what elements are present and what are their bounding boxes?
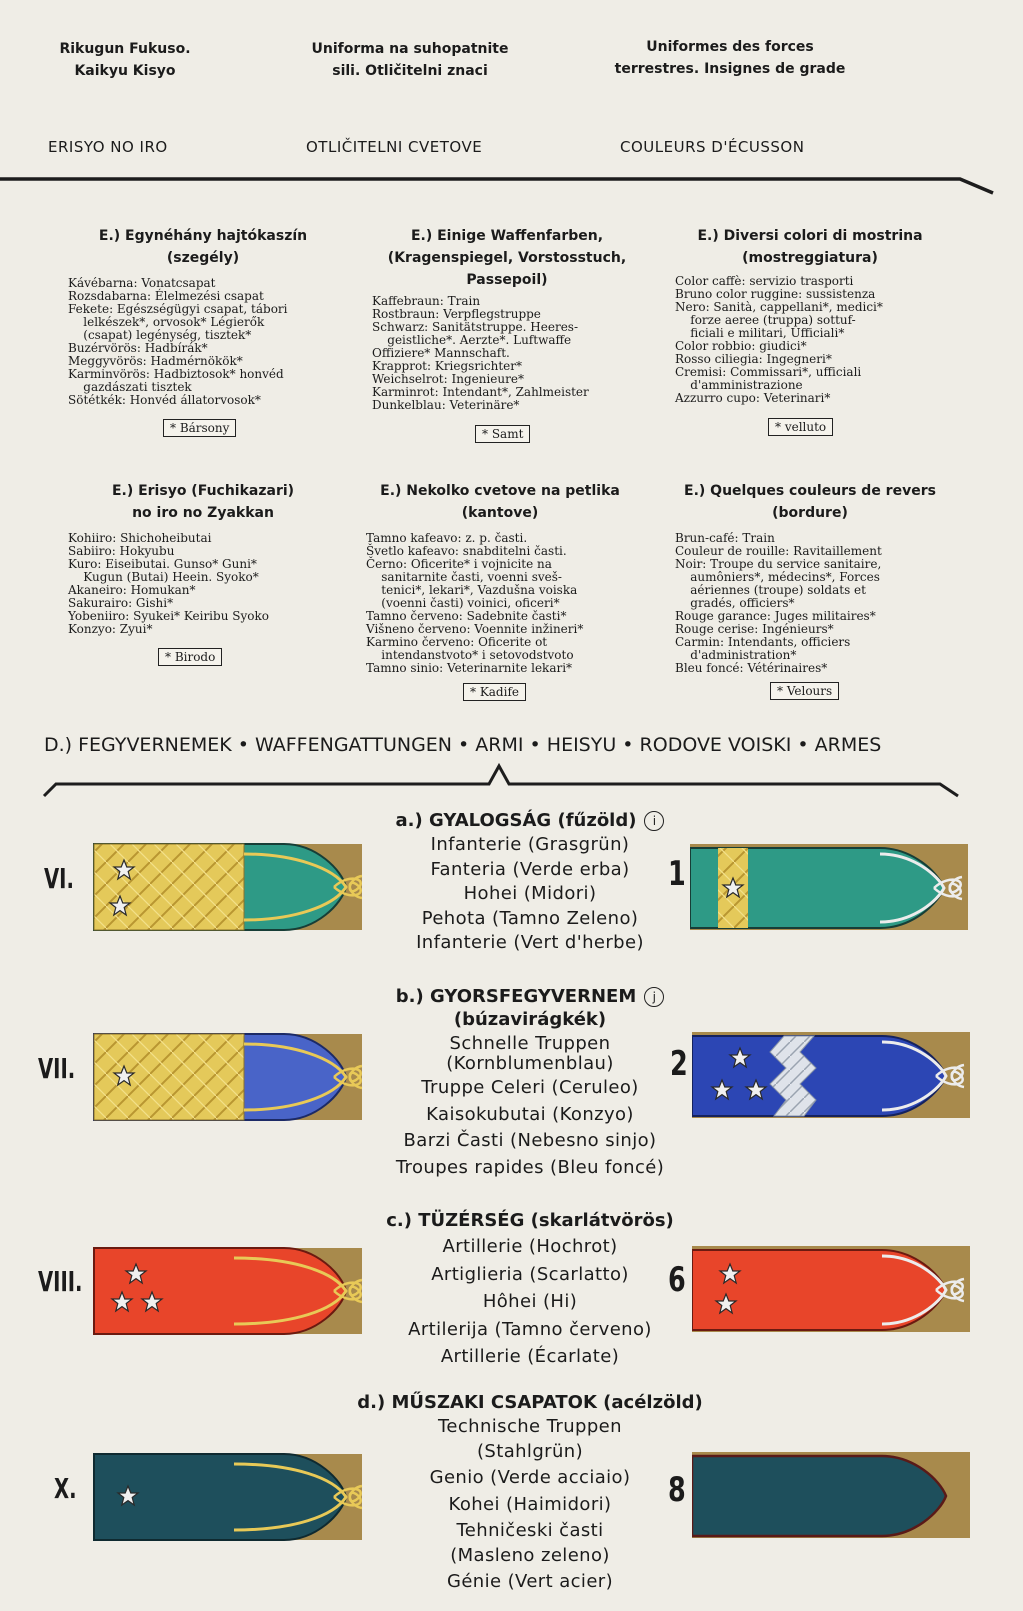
block-line: Tamno červeno: Sadebnite časti*	[366, 609, 567, 623]
header-col3-line1: Uniformes des forces	[646, 39, 814, 55]
tag-velluto: * velluto	[768, 418, 833, 436]
header-col2-line2: sili. Otličitelni znaci	[332, 63, 488, 79]
block-german	[372, 225, 642, 412]
block-line: Color caffè: servizio trasporti	[675, 274, 854, 288]
branch-title-text: a.) GYALOGSÁG (fűzöld)	[395, 810, 637, 831]
branch-line: Artilerija (Tamno červeno)	[408, 1318, 652, 1340]
block-title-line: (Kragenspiegel, Vorstosstuch,	[387, 250, 627, 266]
block-line: gradés, officiers*	[675, 596, 795, 610]
branch-infantry-text	[360, 810, 700, 956]
block-body	[675, 275, 945, 405]
block-line: Offiziere* Mannschaft.	[372, 346, 510, 360]
branch-line: Genio (Verde acciaio)	[429, 1467, 631, 1488]
block-title-line: (szegély)	[166, 250, 240, 266]
branch-title	[360, 986, 700, 1007]
block-line: Azzurro cupo: Veterinari*	[675, 391, 831, 405]
block-line: sanitarnite časti, voenni sveš-	[366, 570, 562, 584]
header-divider	[0, 165, 1023, 195]
block-line: Karmino červeno: Oficerite ot	[366, 635, 548, 649]
section-d-divider	[0, 760, 1023, 810]
roman-numeral: VII.	[38, 1052, 76, 1085]
collar-patch-infantry-right	[690, 840, 970, 940]
block-line: Carmin: Intendants, officiers	[675, 635, 851, 649]
block-line: Color robbio: giudici*	[675, 339, 807, 353]
block-line: geistliche*. Aerzte*. Luftwaffe	[372, 333, 572, 347]
block-title-line: E.) Egynéhány hajtókaszín	[98, 228, 308, 244]
block-line: Bruno color ruggine: sussistenza	[675, 287, 876, 301]
block-body	[68, 277, 338, 407]
tag-barsony: * Bársony	[163, 419, 236, 437]
block-line: d'administration*	[675, 648, 797, 662]
branch-title: d.) MŰSZAKI CSAPATOK (acélzöld)	[357, 1392, 703, 1413]
block-line: Sakurairo: Gishi*	[68, 596, 174, 610]
branch-title: c.) TÜZÉRSÉG (skarlátvörös)	[386, 1210, 674, 1231]
block-line: aériennes (troupe) soldats et	[675, 583, 866, 597]
block-line: Švetlo kafeavo: snabditelni časti.	[366, 544, 567, 558]
block-title-line: E.) Quelques couleurs de revers	[684, 483, 936, 499]
header-col1-line1: Rikugun Fukuso.	[59, 41, 191, 57]
branch-number: 1	[668, 854, 686, 894]
block-japanese	[68, 480, 338, 636]
header-col3	[595, 36, 865, 80]
block-italian	[675, 225, 945, 405]
block-title	[68, 480, 338, 524]
branch-line: (Kornblumenblau)	[446, 1052, 614, 1074]
block-line: Karminrot: Intendant*, Zahlmeister	[372, 385, 589, 399]
block-line: Dunkelblau: Veterinäre*	[372, 398, 520, 412]
branch-number: 2	[670, 1044, 688, 1084]
branch-line: Barzi Časti (Nebesno sinjo)	[403, 1130, 657, 1151]
branch-fast-text	[360, 986, 700, 1180]
collar-patch-fast-left	[84, 1030, 364, 1130]
circle-marker: i	[644, 811, 664, 831]
circle-marker: j	[644, 987, 664, 1007]
branch-line: Fanteria (Verde erba)	[430, 858, 630, 880]
block-line: ficiali e militari, Ufficiali*	[675, 326, 845, 340]
block-line: Černo: Oficerite* i vojnicite na	[366, 557, 552, 571]
block-title-line: Passepoil)	[466, 272, 548, 288]
collar-patch-infantry-left	[84, 840, 364, 940]
block-line: intendanstvoto* i setovodstvoto	[366, 648, 574, 662]
block-line: Tamno kafeavo: z. p. časti.	[366, 531, 528, 545]
block-title	[675, 480, 945, 524]
block-line: forze aeree (truppa) sottuf-	[675, 313, 856, 327]
block-line: tenici*, lekari*, Vazdušna voiska	[366, 583, 578, 597]
block-line: Weichselrot: Ingenieure*	[372, 372, 524, 386]
block-line: Konzyo: Zyui*	[68, 622, 153, 636]
patch-shape	[692, 1250, 946, 1330]
block-line: Meggyvörös: Hadmérnökök*	[68, 354, 243, 368]
block-title	[68, 225, 338, 269]
block-line: Bleu foncé: Vétérinaires*	[675, 661, 828, 675]
branch-line: Pehota (Tamno Zeleno)	[421, 907, 639, 929]
block-line: Rouge garance: Juges militaires*	[675, 609, 876, 623]
block-body	[68, 532, 338, 636]
block-title-line: (kantove)	[461, 505, 539, 521]
block-line: Kávébarna: Vonatcsapat	[68, 276, 216, 290]
block-line: Tamno sinio: Veterinarnite lekari*	[366, 661, 573, 675]
block-line: Cremisi: Commissari*, ufficiali	[675, 365, 862, 379]
block-line: Kugun (Butai) Heein. Syoko*	[68, 570, 259, 584]
block-title-line: E.) Diversi colori di mostrina	[697, 228, 923, 244]
block-line: Rostbraun: Verpflegstruppe	[372, 307, 541, 321]
tag-kadife: * Kadife	[463, 683, 526, 701]
block-title-line: (bordure)	[772, 505, 848, 521]
block-title-line: no iro no Zyakkan	[132, 505, 274, 521]
block-line: d'amministrazione	[675, 378, 803, 392]
block-line: Akaneiro: Homukan*	[68, 583, 196, 597]
block-line: (voenni časti) voinici, oficeri*	[366, 596, 560, 610]
block-body	[675, 532, 945, 675]
branch-line: Infanterie (Vert d'herbe)	[416, 932, 644, 953]
branch-line: Artiglieria (Scarlatto)	[431, 1263, 629, 1285]
branch-line: Tehničeski časti	[456, 1520, 604, 1541]
block-line: Nero: Sanità, cappellani*, medici*	[675, 300, 883, 314]
header-col2	[290, 38, 530, 82]
branch-line: (Stahlgrün)	[476, 1440, 583, 1462]
branch-subtitle: (búzavirágkék)	[453, 1009, 607, 1030]
block-line: Kaffebraun: Train	[372, 294, 481, 308]
branch-line: Truppe Celeri (Ceruleo)	[421, 1077, 639, 1098]
branch-line: Technische Truppen	[438, 1416, 622, 1437]
header-col1	[20, 38, 230, 82]
block-line: Kohiiro: Shichoheibutai	[68, 531, 212, 545]
header-col3-line2: terrestres. Insignes de grade	[614, 61, 846, 77]
branch-number: 8	[668, 1470, 686, 1510]
block-line: Yobeniiro: Syukei* Keiribu Syoko	[68, 609, 269, 623]
tag-velours: * Velours	[770, 682, 839, 700]
block-title	[366, 480, 634, 524]
branch-line: Kohei (Haimidori)	[448, 1493, 612, 1515]
tag-birodo: * Birodo	[158, 648, 222, 666]
block-line: Višneno červeno: Voennite inžineri*	[366, 622, 584, 636]
block-title-line: E.) Nekolko cvetove na petlika	[380, 483, 620, 499]
block-line: Sabiiro: Hokyubu	[68, 544, 175, 558]
subheader-1: ERISYO NO IRO	[48, 138, 168, 156]
patch-shape	[692, 1036, 946, 1116]
block-line: lelkészek*, orvosok* Légierők	[68, 315, 265, 329]
branch-line: Schnelle Truppen	[449, 1033, 611, 1054]
block-body	[372, 295, 642, 412]
branch-title-text: b.) GYORSFEGYVERNEM	[395, 986, 637, 1007]
header-col2-line1: Uniforma na suhopatnite	[311, 41, 509, 57]
block-line: Krapprot: Kriegsrichter*	[372, 359, 523, 373]
block-line: Rouge cerise: Ingénieurs*	[675, 622, 834, 636]
branch-line: Hôhei (Hi)	[482, 1291, 578, 1312]
braid-stripe	[94, 1034, 244, 1120]
block-line: (csapat) legénység, tisztek*	[68, 328, 252, 342]
section-d-title: D.) FEGYVERNEMEK • WAFFENGATTUNGEN • ARMI • HEISYU • RODOVE VOISKI • ARMES	[44, 734, 882, 756]
branch-title	[360, 810, 700, 831]
branch-line: Artillerie (Hochrot)	[442, 1236, 618, 1257]
roman-numeral: X.	[54, 1472, 77, 1505]
block-title-line: (mostreggiatura)	[742, 250, 878, 266]
header-col1-line2: Kaikyu Kisyo	[74, 63, 176, 79]
block-line: Couleur de rouille: Ravitaillement	[675, 544, 882, 558]
block-bulgarian	[366, 480, 634, 675]
block-title	[372, 225, 642, 291]
tag-samt: * Samt	[475, 425, 530, 443]
block-line: Schwarz: Sanitätstruppe. Heeres-	[372, 320, 579, 334]
roman-numeral: VI.	[44, 862, 74, 895]
branch-artillery-text	[360, 1210, 700, 1370]
block-line: Rozsdabarna: Élelmezési csapat	[68, 289, 264, 303]
block-french	[675, 480, 945, 675]
block-line: aumôniers*, médecins*, Forces	[675, 570, 880, 584]
branch-line: Génie (Vert acier)	[446, 1571, 614, 1592]
patch-shape	[94, 1248, 346, 1334]
collar-patch-technical-left	[84, 1450, 364, 1550]
block-line: Rosso ciliegia: Ingegneri*	[675, 352, 832, 366]
branch-line: Hohei (Midori)	[463, 883, 597, 904]
branch-line: Troupes rapides (Bleu foncé)	[395, 1156, 665, 1178]
braid-stripe	[94, 844, 244, 930]
subheader-3: COULEURS D'ÉCUSSON	[620, 138, 805, 156]
patch-shape	[692, 1456, 946, 1536]
block-line: Brun-café: Train	[675, 531, 775, 545]
collar-patch-artillery-left	[84, 1244, 364, 1344]
block-line: Kuro: Eiseibutai. Gunso* Guni*	[68, 557, 257, 571]
branch-line: Kaisokubutai (Konzyo)	[426, 1103, 634, 1125]
block-title	[675, 225, 945, 269]
block-title-line: E.) Einige Waffenfarben,	[410, 228, 604, 244]
branch-line: Infanterie (Grasgrün)	[430, 834, 630, 855]
block-line: Sötétkék: Honvéd állatorvosok*	[68, 393, 261, 407]
block-title-line: E.) Erisyo (Fuchikazari)	[111, 483, 295, 499]
roman-numeral: VIII.	[38, 1265, 83, 1298]
block-line: gazdászati tisztek	[68, 380, 192, 394]
block-line: Karminvörös: Hadbiztosok* honvéd	[68, 367, 284, 381]
collar-patch-artillery-right	[692, 1242, 972, 1342]
branch-line: Artillerie (Écarlate)	[440, 1346, 620, 1367]
block-line: Buzérvörös: Hadbírák*	[68, 341, 208, 355]
block-line: Fekete: Egészségügyi csapat, tábori	[68, 302, 288, 316]
branch-line: (Masleno zeleno)	[450, 1544, 610, 1566]
branch-number: 6	[668, 1260, 686, 1300]
subheader-2: OTLIČITELNI CVETOVE	[306, 138, 483, 156]
block-hungarian	[68, 225, 338, 407]
collar-patch-fast-right	[692, 1028, 972, 1128]
block-body	[366, 532, 634, 675]
collar-patch-technical-right	[692, 1448, 972, 1548]
block-line: Noir: Troupe du service sanitaire,	[675, 557, 882, 571]
